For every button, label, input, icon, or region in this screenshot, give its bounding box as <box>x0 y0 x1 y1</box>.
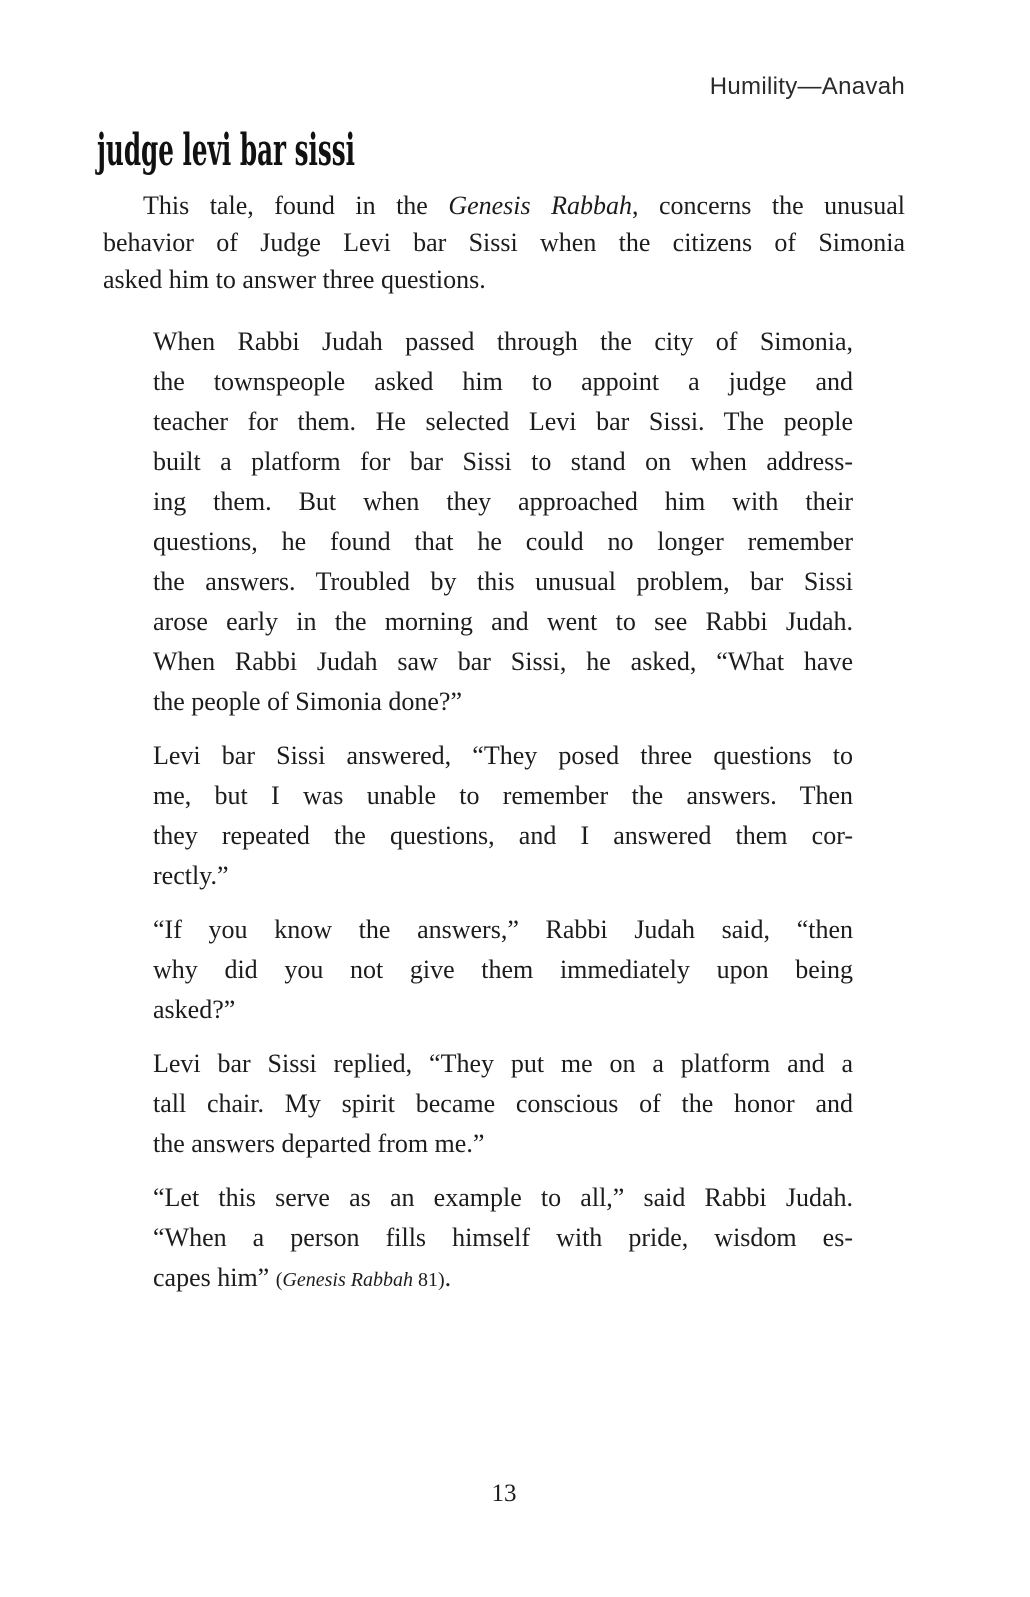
text-segment: capes him” <box>153 1263 276 1292</box>
quote-block <box>153 322 853 1300</box>
text-segment: Genesis Rabbah <box>448 191 632 220</box>
text-line <box>103 261 905 298</box>
text-segment: asked him to answer three questions. <box>103 265 486 294</box>
text-segment: This tale, found in the <box>143 191 449 220</box>
text-line <box>153 562 853 602</box>
text-segment: 81) <box>412 1269 445 1291</box>
text-line <box>153 442 853 482</box>
text-line <box>153 362 853 402</box>
text-segment: ing them. But when they approached him with their <box>153 487 853 516</box>
text-line <box>153 856 853 896</box>
book-page <box>0 72 1030 1597</box>
quote-paragraph <box>153 736 853 896</box>
text-line <box>153 776 853 816</box>
text-line <box>153 522 853 562</box>
text-segment: ( <box>275 1269 283 1291</box>
quote-paragraph <box>153 910 853 1030</box>
text-segment: the answers departed from me.” <box>153 1129 485 1158</box>
text-segment: the people of Simonia done?” <box>153 687 463 716</box>
text-line <box>153 1178 853 1218</box>
text-segment: the answers. Troubled by this unusual problem, bar Sissi <box>153 567 853 596</box>
text-segment: the townspeople asked him to appoint a judge and <box>153 367 853 396</box>
text-line <box>153 816 853 856</box>
text-line <box>153 990 853 1030</box>
text-segment: built a platform for bar Sissi to stand on when address- <box>153 447 853 476</box>
text-segment: behavior of Judge Levi bar Sissi when the citizens of Simonia <box>103 228 905 257</box>
text-segment: rectly.” <box>153 861 229 890</box>
text-line <box>153 322 853 362</box>
text-segment: . <box>444 1263 452 1292</box>
text-line <box>153 910 853 950</box>
text-line <box>153 402 853 442</box>
text-line <box>153 482 853 522</box>
text-line <box>153 950 853 990</box>
text-segment: “If you know the answers,” Rabbi Judah said, “then <box>153 915 853 944</box>
text-segment: questions, he found that he could no longer remember <box>153 527 853 556</box>
text-line <box>103 224 905 261</box>
quote-paragraph <box>153 322 853 722</box>
text-segment: they repeated the questions, and I answered them cor- <box>153 821 853 850</box>
running-header: Humility—Anavah <box>709 73 905 100</box>
text-segment: arose early in the morning and went to see Rabbi Judah. <box>153 607 853 636</box>
section-title: judge levi bar sissi <box>97 125 355 176</box>
text-segment: Levi bar Sissi replied, “They put me on a platform and a <box>153 1049 853 1078</box>
text-line <box>153 602 853 642</box>
text-line <box>153 736 853 776</box>
text-segment: “Let this serve as an example to all,” said Rabbi Judah. <box>153 1183 853 1212</box>
text-segment: Genesis Rabbah <box>282 1269 413 1291</box>
text-line <box>153 1124 853 1164</box>
text-segment: asked?” <box>153 995 236 1024</box>
text-segment: me, but I was unable to remember the answers. Then <box>153 781 853 810</box>
text-segment: , concerns the unusual <box>632 191 905 220</box>
text-line <box>153 642 853 682</box>
text-segment: why did you not give them immediately upon being <box>153 955 853 984</box>
text-segment: teacher for them. He selected Levi bar Sissi. The people <box>153 407 853 436</box>
text-line <box>153 1044 853 1084</box>
intro-paragraph <box>103 187 905 298</box>
text-segment: tall chair. My spirit became conscious of the honor and <box>153 1089 853 1118</box>
text-segment: When Rabbi Judah saw bar Sissi, he asked, “What have <box>153 647 853 676</box>
text-segment: Levi bar Sissi answered, “They posed three questions to <box>153 741 853 770</box>
text-line <box>153 682 853 722</box>
page-number: 13 <box>491 1480 517 1507</box>
quote-paragraph <box>153 1178 853 1300</box>
text-line <box>153 1258 853 1300</box>
text-line <box>103 187 905 224</box>
text-line <box>153 1218 853 1258</box>
text-line <box>153 1084 853 1124</box>
text-segment: “When a person fills himself with pride, wisdom es- <box>153 1223 853 1252</box>
text-segment: When Rabbi Judah passed through the city of Simonia, <box>153 327 853 356</box>
quote-paragraph <box>153 1044 853 1164</box>
